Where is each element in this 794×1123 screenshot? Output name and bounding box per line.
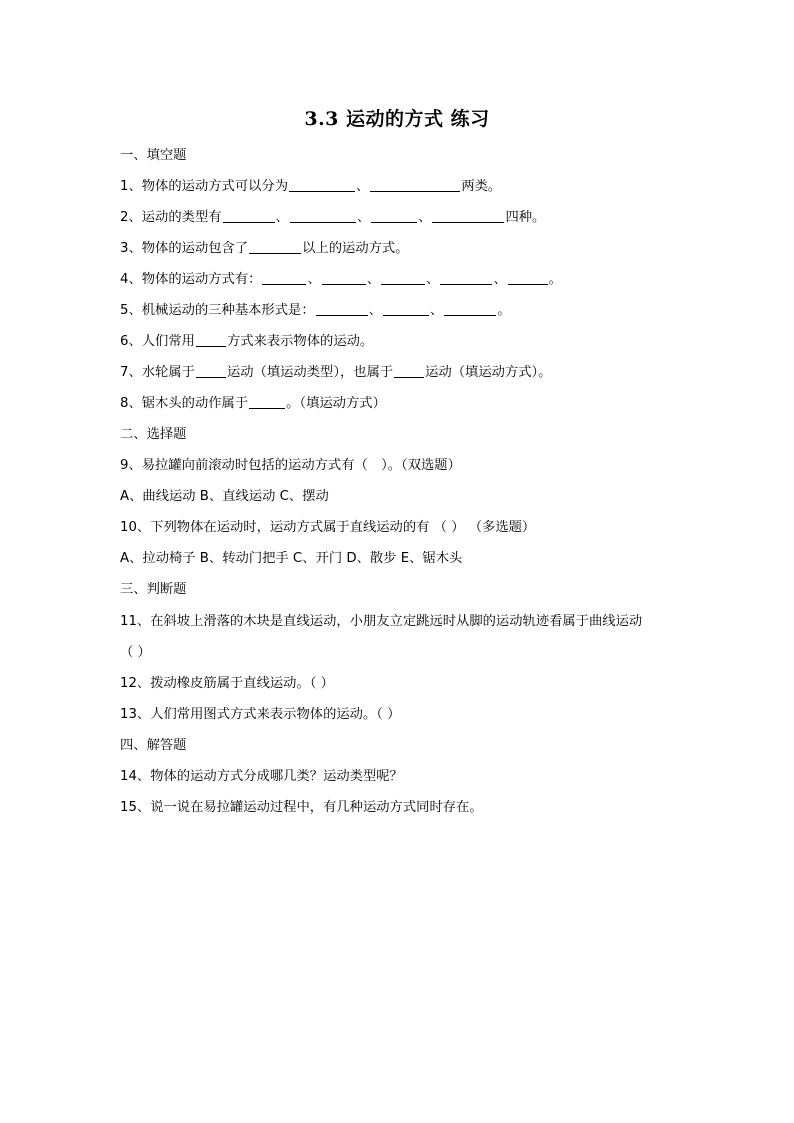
answer-blank[interactable]	[262, 271, 306, 285]
question-6: 6、人们常用 方式来表示物体的运动。	[120, 334, 374, 349]
question-5: 5、机械运动的三种基本形式是： 、 、 。	[120, 303, 511, 318]
answer-blank[interactable]	[381, 271, 425, 285]
answer-blank[interactable]	[322, 271, 366, 285]
question-4: 4、物体的运动方式有： 、 、 、 、 。	[120, 272, 562, 287]
answer-blank[interactable]	[289, 178, 355, 192]
page-title: 3.3 运动的方式 练习	[304, 108, 490, 130]
question-2: 2、运动的类型有 、 、 、 四种。	[120, 210, 546, 225]
question-1: 1、物体的运动方式可以分为 、 两类。	[120, 179, 502, 194]
question-10: 10、下列物体在运动时，运动方式属于直线运动的有 （ ） （多选题）	[120, 520, 536, 535]
answer-blank[interactable]	[440, 271, 492, 285]
answer-blank[interactable]	[196, 364, 226, 378]
question-7: 7、水轮属于 运动（填运动类型），也属于 运动（填运动方式）。	[120, 365, 552, 380]
question-9: 9、易拉罐向前滚动时包括的运动方式有（ ）。（双选题）	[120, 458, 461, 473]
question-13: 13、人们常用图式方式来表示物体的运动。（ ）	[120, 707, 401, 722]
section-heading-true-false: 三、判断题	[120, 582, 187, 597]
answer-blank[interactable]	[249, 240, 301, 254]
answer-blank[interactable]	[290, 209, 356, 223]
answer-blank[interactable]	[508, 271, 548, 285]
question-12: 12、拨动橡皮筋属于直线运动。（ ）	[120, 676, 334, 691]
answer-blank[interactable]	[394, 364, 424, 378]
answer-blank[interactable]	[371, 209, 417, 223]
section-heading-fill-blank: 一、填空题	[120, 148, 187, 163]
question-15: 15、说一说在易拉罐运动过程中，有几种运动方式同时存在。	[120, 800, 483, 815]
answer-blank[interactable]	[370, 178, 460, 192]
section-heading-multiple-choice: 二、选择题	[120, 427, 187, 442]
section-heading-short-answer: 四、解答题	[120, 738, 187, 753]
question-11: 11、在斜坡上滑落的木块是直线运动，小朋友立定跳远时从脚的运动轨迹看属于曲线运动	[120, 614, 643, 629]
question-8: 8、锯木头的动作属于 。（填运动方式）	[120, 396, 386, 411]
question-3: 3、物体的运动包含了 以上的运动方式。	[120, 241, 409, 256]
question-9-options: A、曲线运动 B、直线运动 C、摆动	[120, 489, 329, 504]
answer-blank[interactable]	[383, 302, 429, 316]
answer-blank[interactable]	[316, 302, 368, 316]
question-11-bracket: （ ）	[120, 645, 151, 660]
answer-blank[interactable]	[249, 395, 285, 409]
answer-blank[interactable]	[223, 209, 275, 223]
answer-blank[interactable]	[444, 302, 496, 316]
answer-blank[interactable]	[432, 209, 504, 223]
question-14: 14、物体的运动方式分成哪几类？运动类型呢？	[120, 769, 403, 784]
answer-blank[interactable]	[196, 333, 226, 347]
question-10-options: A、拉动椅子 B、转动门把手 C、开门 D、散步 E、锯木头	[120, 551, 463, 566]
